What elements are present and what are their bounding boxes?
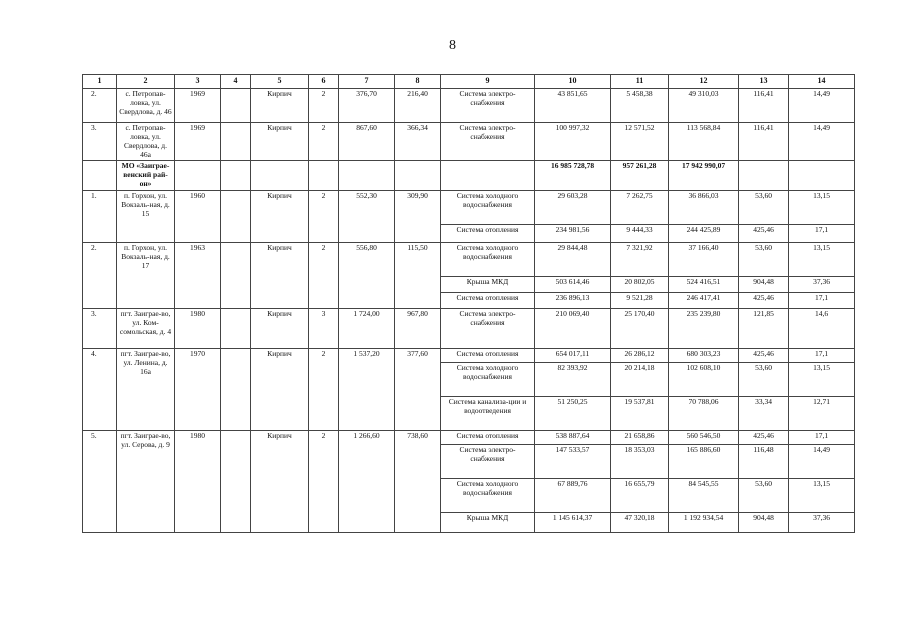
cost-14: 37,36 [789,513,855,533]
building-address: пгт. Заиграе-во, ул. Ком-сомольская, д. 4 [117,309,175,349]
row-number: 5. [83,431,117,533]
cost-13: 425,46 [739,293,789,309]
header-row [83,75,855,89]
table-row [83,191,855,225]
cost-14: 13,15 [789,243,855,277]
cost-12: 244 425,89 [669,225,739,243]
wall-material: Кирпич [251,309,309,349]
build-year: 1980 [175,431,221,533]
column-header: 10 [535,75,611,89]
build-year: 1969 [175,89,221,123]
column-header: 5 [251,75,309,89]
district-row [83,161,855,191]
cost-12: 246 417,41 [669,293,739,309]
floor-count: 2 [309,191,339,243]
cost-12: 37 166,40 [669,243,739,277]
cost-13: 116,41 [739,123,789,161]
cost-10: 29 603,28 [535,191,611,225]
table-row [83,349,855,363]
district-name: МО «Заиграе-венский рай-он» [117,161,175,191]
empty-cell [221,161,251,191]
cost-11: 12 571,52 [611,123,669,161]
empty-cell [789,161,855,191]
repair-system: Система электро-снабжения [441,445,535,479]
cost-13: 53,60 [739,243,789,277]
cost-13: 53,60 [739,479,789,513]
cost-12: 165 886,60 [669,445,739,479]
wall-material: Кирпич [251,89,309,123]
building-address: с. Петропав-ловка, ул. Свердлова, д. 46а [117,123,175,161]
cost-10: 236 896,13 [535,293,611,309]
repair-system: Система отопления [441,225,535,243]
cost-10: 67 889,76 [535,479,611,513]
floor-count: 3 [309,309,339,349]
cost-14: 17,1 [789,349,855,363]
cost-10: 43 851,65 [535,89,611,123]
living-area: 366,34 [395,123,441,161]
cost-12: 1 192 934,54 [669,513,739,533]
column-4-cell [221,191,251,243]
column-header: 2 [117,75,175,89]
build-year: 1963 [175,243,221,309]
cost-12: 84 545,55 [669,479,739,513]
living-area: 309,90 [395,191,441,243]
district-total-12: 17 942 990,07 [669,161,739,191]
repair-system: Крыша МКД [441,277,535,293]
wall-material: Кирпич [251,349,309,431]
district-total-10: 16 985 728,78 [535,161,611,191]
column-header: 4 [221,75,251,89]
cost-11: 7 262,75 [611,191,669,225]
wall-material: Кирпич [251,431,309,533]
wall-material: Кирпич [251,243,309,309]
cost-11: 21 658,86 [611,431,669,445]
cost-14: 17,1 [789,431,855,445]
column-header: 14 [789,75,855,89]
cost-14: 37,36 [789,277,855,293]
column-header: 11 [611,75,669,89]
row-number: 4. [83,349,117,431]
cost-11: 9 521,28 [611,293,669,309]
cost-10: 147 533,57 [535,445,611,479]
district-total-11: 957 261,28 [611,161,669,191]
column-header: 12 [669,75,739,89]
cost-13: 116,48 [739,445,789,479]
cost-14: 13,15 [789,479,855,513]
cost-13: 53,60 [739,191,789,225]
building-address: п. Горхон, ул. Вокзаль-ная, д. 15 [117,191,175,243]
cost-14: 17,1 [789,225,855,243]
column-header: 8 [395,75,441,89]
column-4-cell [221,89,251,123]
cost-11: 19 537,81 [611,397,669,431]
cost-10: 234 981,56 [535,225,611,243]
floor-count: 2 [309,123,339,161]
cost-11: 20 802,05 [611,277,669,293]
repair-system: Система канализа-ции и водоотведения [441,397,535,431]
cost-10: 29 844,48 [535,243,611,277]
cost-10: 51 250,25 [535,397,611,431]
page-number: 8 [449,38,456,53]
table-row [83,123,855,161]
floor-count: 2 [309,243,339,309]
cost-13: 425,46 [739,349,789,363]
cost-12: 70 788,06 [669,397,739,431]
cost-12: 102 608,10 [669,363,739,397]
table-row [83,243,855,277]
column-header: 9 [441,75,535,89]
cost-13: 425,46 [739,431,789,445]
build-year: 1970 [175,349,221,431]
cost-13: 904,48 [739,277,789,293]
cost-13: 53,60 [739,363,789,397]
cost-14: 14,49 [789,123,855,161]
repair-system: Система отопления [441,431,535,445]
cost-10: 210 069,40 [535,309,611,349]
cost-13: 121,85 [739,309,789,349]
build-year: 1969 [175,123,221,161]
floor-count: 2 [309,89,339,123]
table-row [83,89,855,123]
cost-14: 14,49 [789,445,855,479]
empty-cell [309,161,339,191]
empty-cell [251,161,309,191]
cost-10: 654 017,11 [535,349,611,363]
column-4-cell [221,309,251,349]
cost-10: 82 393,92 [535,363,611,397]
column-header: 1 [83,75,117,89]
floor-count: 2 [309,431,339,533]
column-header: 7 [339,75,395,89]
living-area: 738,60 [395,431,441,533]
empty-cell [441,161,535,191]
table-row [83,309,855,349]
cost-14: 13,15 [789,191,855,225]
living-area: 115,50 [395,243,441,309]
repair-system: Система холодного водоснабжения [441,479,535,513]
cost-12: 49 310,03 [669,89,739,123]
building-address: пгт. Заиграе-во, ул. Серова, д. 9 [117,431,175,533]
building-address: с. Петропав-ловка, ул. Свердлова, д. 46 [117,89,175,123]
column-4-cell [221,349,251,431]
total-area: 1 537,20 [339,349,395,431]
cost-11: 7 321,92 [611,243,669,277]
cost-12: 680 303,23 [669,349,739,363]
column-header: 3 [175,75,221,89]
wall-material: Кирпич [251,123,309,161]
cost-14: 13,15 [789,363,855,397]
repair-system: Система холодного водоснабжения [441,243,535,277]
cost-11: 5 458,38 [611,89,669,123]
living-area: 216,40 [395,89,441,123]
repair-system: Система холодного водоснабжения [441,363,535,397]
empty-cell [739,161,789,191]
wall-material: Кирпич [251,191,309,243]
empty-cell [395,161,441,191]
cost-11: 9 444,33 [611,225,669,243]
row-number: 3. [83,123,117,161]
repair-system: Система электро-снабжения [441,123,535,161]
repair-system: Система электро-снабжения [441,309,535,349]
cost-11: 26 286,12 [611,349,669,363]
column-header: 13 [739,75,789,89]
total-area: 1 724,00 [339,309,395,349]
total-area: 867,60 [339,123,395,161]
cost-10: 1 145 614,37 [535,513,611,533]
cost-14: 12,71 [789,397,855,431]
cost-10: 100 997,32 [535,123,611,161]
total-area: 552,30 [339,191,395,243]
total-area: 556,80 [339,243,395,309]
cost-12: 113 568,84 [669,123,739,161]
repair-system: Система электро-снабжения [441,89,535,123]
cost-12: 235 239,80 [669,309,739,349]
empty-cell [339,161,395,191]
living-area: 377,60 [395,349,441,431]
row-number: 2. [83,243,117,309]
cost-10: 538 887,64 [535,431,611,445]
cost-13: 425,46 [739,225,789,243]
column-4-cell [221,243,251,309]
cost-11: 18 353,03 [611,445,669,479]
repair-system: Система отопления [441,349,535,363]
repair-system: Крыша МКД [441,513,535,533]
building-address: пгт. Заиграе-во, ул. Ленина, д. 16а [117,349,175,431]
table-row [83,431,855,445]
repair-cost-table [82,74,855,533]
repair-system: Система отопления [441,293,535,309]
cost-14: 14,49 [789,89,855,123]
row-number: 1. [83,191,117,243]
floor-count: 2 [309,349,339,431]
cost-12: 560 546,50 [669,431,739,445]
row-number: 2. [83,89,117,123]
cost-14: 14,6 [789,309,855,349]
column-header: 6 [309,75,339,89]
building-address: п. Горхон, ул. Вокзаль-ная, д. 17 [117,243,175,309]
cost-11: 25 170,40 [611,309,669,349]
cost-12: 524 416,51 [669,277,739,293]
empty-cell [83,161,117,191]
cost-11: 20 214,18 [611,363,669,397]
cost-11: 47 320,18 [611,513,669,533]
cost-14: 17,1 [789,293,855,309]
total-area: 1 266,60 [339,431,395,533]
column-4-cell [221,431,251,533]
cost-12: 36 866,03 [669,191,739,225]
build-year: 1960 [175,191,221,243]
empty-cell [175,161,221,191]
total-area: 376,70 [339,89,395,123]
cost-10: 503 614,46 [535,277,611,293]
living-area: 967,80 [395,309,441,349]
cost-13: 904,48 [739,513,789,533]
row-number: 3. [83,309,117,349]
cost-11: 16 655,79 [611,479,669,513]
build-year: 1980 [175,309,221,349]
cost-13: 116,41 [739,89,789,123]
column-4-cell [221,123,251,161]
cost-13: 33,34 [739,397,789,431]
repair-system: Система холодного водоснабжения [441,191,535,225]
